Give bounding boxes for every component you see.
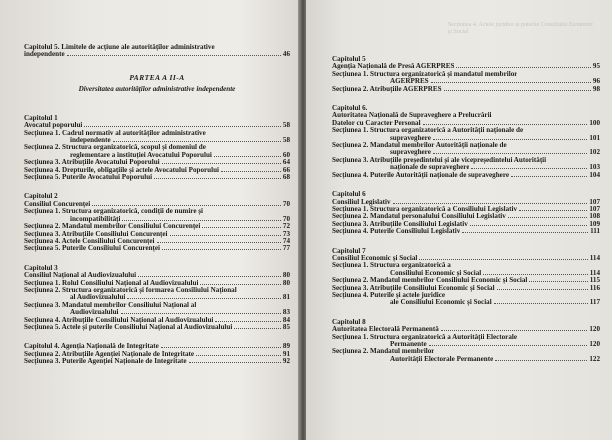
chapter-heading[interactable] [332,56,600,63]
entry-title: Secțiunea 2. Structura organizatorică, scopul și domeniul de [24,144,206,152]
toc-entry[interactable] [24,44,290,51]
leader-dots [214,156,281,157]
section-entry[interactable] [24,287,290,294]
entry-title: Audiovizualului [70,309,119,317]
section-entry[interactable] [24,144,290,151]
chapter-title[interactable] [332,199,600,206]
section-entry[interactable] [24,358,290,365]
entry-title: Secțiunea 1. Cadrul normativ al autorităților administrative [24,129,206,137]
entry-title: Secțiunea 1. Structura organizatorică a Consiliului Legislativ [332,205,518,213]
leader-dots [189,362,281,363]
section-entry[interactable] [332,135,600,142]
page-number: 58 [282,136,290,145]
leader-dots [215,321,281,322]
section-entry[interactable] [24,309,290,316]
section-entry[interactable] [332,206,600,213]
leader-dots [433,139,588,140]
entry-title: Consiliul Național al Audiovizualului [24,272,137,280]
section-entry[interactable] [24,324,290,331]
bleed-through-text: Secțiunea 4. Actele juridice și puterile Consiliului Economic și Social [448,22,594,35]
chapter-block [24,115,290,182]
section-entry[interactable] [24,280,290,287]
page-number: 77 [282,244,290,253]
entry-title: Secțiunea 5. Actele și puterile Consiliului Național al Audiovizualului [24,323,233,331]
leader-dots [419,259,587,260]
entry-title: Autoritatea Națională de Supraveghere a Prelucrării [332,112,492,120]
page-number: 107 [589,204,600,213]
section-entry[interactable] [24,159,290,166]
leader-dots [508,217,588,218]
section-entry[interactable] [332,228,600,235]
entry-title: Secțiunea 5. Puterile Consiliului Concurenței [24,245,161,253]
entry-title: Secțiunea 3. Mandatul membrilor Consiliului Național al [24,301,197,309]
entry-title: Consiliul Concurenței [24,200,91,208]
page-number: 98 [592,84,600,93]
entry-title: naționale de supraveghere [390,164,470,172]
leader-dots [84,126,281,127]
entry-title: Capitolul 7 [332,247,366,255]
section-entry[interactable] [332,86,600,93]
page-number: 116 [589,283,600,292]
page-number: 111 [590,227,600,236]
leader-dots [170,235,281,236]
entry-title: Secțiunea 4. Drepturile, obligațiile și actele Avocatului Poporului [24,166,220,174]
entry-title: Secțiunea 4. Puterile și actele juridice [332,291,446,299]
entry-title: Avocatul poporului [24,122,83,130]
page-number: 70 [282,214,290,223]
entry-title: Capitolul 3 [24,264,58,272]
entry-title: Capitolul 5. Limitele de acțiune ale autorităților administrative [24,44,215,51]
entry-title: Consiliului Economic și Social [390,269,482,277]
leader-dots [234,328,281,329]
entry-title: incompatibilități [70,215,121,223]
entry-title: Secțiunea 3. Atribuțiile Consiliului Economic și Social [332,284,495,292]
entry-title: Secțiunea 1. Structura organizatorică a Autorității naționale de [332,127,524,135]
chapter-title[interactable] [332,63,600,70]
page-number: 104 [589,170,600,179]
page-number: 103 [589,163,600,172]
entry-title: Secțiunea 4. Puterile Autorității naționale de supraveghere [332,171,509,179]
entry-title: ale Consiliului Economic și Social [390,299,492,307]
section-entry[interactable] [332,299,600,306]
entry-title: Capitolul 6. [332,105,368,113]
page-number: 80 [282,271,290,280]
leader-dots [429,345,588,346]
page-number: 115 [589,276,600,285]
entry-title: Secțiunea 1. Structura organizatorică a Autorității Electorale [332,333,517,341]
leader-dots [483,274,588,275]
entry-title: Secțiunea 5. Puterile Avocatului Poporului [24,174,153,182]
page-number: 114 [589,268,600,277]
entry-title: AGERPRES [390,78,429,86]
left-page [0,0,300,440]
entry-title: Secțiunea 4. Atribuțiile Consiliului Național al Audiovizualului [24,316,214,324]
entry-title: reglementare a instituției Avocatului Poporului [70,151,212,159]
entry-title: Secțiunea 2. Structura organizatorică și formarea Consiliului Național [24,286,237,294]
entry-title: Secțiunea 3. Atribuțiile Consiliului Legislativ [332,220,468,228]
entry-title: Secțiunea 1. Structura organizatorică, condiții de numire și [24,208,203,216]
leader-dots [121,313,281,314]
section-entry[interactable] [24,130,290,137]
page-number: 70 [282,199,290,208]
page-number: 120 [589,340,600,348]
chapter-block [24,265,290,332]
leader-dots [462,232,588,233]
page-number: 92 [282,357,290,366]
page-number: 89 [282,342,290,351]
entry-title: Secțiunea 2. Mandatul membrilor Consiliului Economic și Social [332,277,528,285]
entry-title: Datelor cu Caracter Personal [332,119,421,127]
entry-title: Secțiunea 4. Actele Consiliului Concurenței [24,237,155,245]
chapter-title[interactable] [332,255,600,262]
chapter-heading[interactable] [332,248,600,255]
section-entry[interactable] [332,164,600,171]
section-entry[interactable] [332,172,600,179]
entry-title: Secțiunea 3. Atribuțiile președintelui și ale vicepreședintelui Autorității [332,156,547,164]
leader-dots [202,227,281,228]
leader-dots [200,284,280,285]
toc-entry[interactable] [24,51,290,58]
chapter-heading[interactable] [24,265,290,272]
entry-title: Secțiunea 2. Mandatul membrilor Consiliului Concurenței [24,223,201,231]
entry-title: Capitolul 5 [332,56,366,63]
entry-title: Secțiunea 4. Puterile Consiliului Legislativ [332,228,461,236]
page-number: 73 [282,229,290,238]
page-number: 72 [282,222,290,231]
entry-title: Autorității Electorale Permanente [390,355,494,363]
section-entry[interactable] [24,223,290,230]
leader-dots [138,276,281,277]
page-number: 107 [589,197,600,206]
entry-title: Capitolul 4. Agenția Națională de Integritate [24,343,159,351]
page-number: 101 [589,133,600,142]
page-number: 91 [282,349,290,358]
page-number: 85 [282,322,290,331]
entry-title: Agenția Națională de Presă AGERPRES [332,63,455,71]
entry-title: Autoritatea Electorală Permanentă [332,326,439,334]
page-number: 109 [589,219,600,228]
entry-title: Secțiunea 2. Mandatul personalului Consiliului Legislativ [332,213,506,221]
section-entry[interactable] [332,149,600,156]
page-number: 117 [589,298,600,307]
page-number: 46 [282,50,290,59]
chapter-title[interactable] [24,122,290,129]
section-entry[interactable] [24,302,290,309]
section-entry[interactable] [332,221,600,228]
chapter-heading[interactable] [24,343,290,350]
section-entry[interactable] [24,238,290,245]
section-entry[interactable] [332,78,600,85]
section-entry[interactable] [24,167,290,174]
leader-dots [495,360,587,361]
chapter-heading[interactable] [24,193,290,200]
entry-title: Consiliul Economic și Social [332,254,418,262]
leader-dots [393,203,588,204]
chapter-heading[interactable] [332,191,600,198]
leader-dots [67,55,281,56]
section-entry[interactable] [332,71,600,78]
section-entry[interactable] [332,157,600,164]
chapter-block [24,193,290,252]
section-entry[interactable] [24,208,290,215]
section-entry[interactable] [332,292,600,299]
chapter-block [332,248,600,307]
entry-title: Secțiunea 2. Atribuțiile AGERPRES [332,85,442,93]
section-entry[interactable] [332,127,600,134]
page-number: 108 [589,212,600,221]
page-number: 66 [282,165,290,174]
part-subtitle: Diversitatea autorităților administrative independente [78,84,236,93]
chapter-block [332,191,600,235]
entry-title: Secțiunea 2. Atribuțiile Agenției Naționale de Integritate [24,350,195,358]
entry-title: Capitolul 6 [332,191,366,199]
leader-dots [162,249,281,250]
leader-dots [127,298,281,299]
section-entry[interactable] [332,348,600,355]
entry-title: Secțiunea 2. Mandatul membrilor Autorității naționale de [332,142,507,150]
entry-title: Secțiunea 2. Mandatul membrilor [332,348,435,356]
page-number: 64 [282,158,290,167]
section-entry[interactable] [332,277,600,284]
leader-dots [423,124,588,125]
section-entry[interactable] [24,174,290,181]
chapter-title[interactable] [24,272,290,279]
section-entry[interactable] [24,294,290,301]
leader-dots [444,90,591,91]
entry-title: Capitolul 8 [332,318,366,326]
section-entry[interactable] [24,317,290,324]
leader-dots [494,303,588,304]
chapter-title[interactable] [332,326,600,333]
leader-dots [157,242,281,243]
chapter-heading[interactable] [24,115,290,122]
page-number: 122 [589,354,600,363]
entry-title: Capitolul 2 [24,193,58,201]
section-entry[interactable] [24,245,290,252]
page-number: 84 [282,315,290,324]
section-entry[interactable] [332,285,600,292]
section-entry[interactable] [332,142,600,149]
right-page [306,0,612,440]
section-entry[interactable] [24,351,290,358]
leader-dots [221,171,281,172]
page-number: 60 [282,150,290,159]
chapter-title[interactable] [332,112,600,119]
leader-dots [431,82,591,83]
leader-dots [161,347,281,348]
section-entry[interactable] [24,231,290,238]
leader-dots [497,289,588,290]
section-entry[interactable] [332,356,600,363]
leader-dots [92,205,281,206]
section-entry[interactable] [332,270,600,277]
chapter-block [332,105,600,179]
page-number: 74 [282,236,290,245]
entry-title: Consiliul Legislativ [332,198,391,206]
chapter-heading[interactable] [332,105,600,112]
chapter-title[interactable] [332,120,600,127]
leader-dots [433,153,588,154]
leader-dots [511,176,587,177]
leader-dots [196,355,281,356]
section-entry[interactable] [332,334,600,341]
page-number: 95 [592,62,600,71]
part-title: PARTEA A II-A [129,72,185,82]
page-number: 68 [282,173,290,182]
section-entry[interactable] [332,213,600,220]
chapter-title[interactable] [24,201,290,208]
chapter-block [332,56,600,93]
entry-title: independente [70,137,111,145]
leader-dots [122,220,280,221]
page-number: 58 [282,121,290,130]
page-number: 114 [589,253,600,262]
section-entry[interactable] [24,137,290,144]
page-number: 100 [589,118,600,127]
entry-title: Secțiunea 3. Atribuțiile Avocatului Poporului [24,159,160,167]
entry-title: Permanente [390,341,427,348]
chapter-block [332,319,600,363]
leader-dots [154,178,281,179]
leader-dots [470,225,588,226]
entry-title: Secțiunea 1. Structura organizatorică a [332,262,451,270]
leader-dots [456,67,590,68]
chapter-heading[interactable] [332,319,600,326]
leader-dots [441,330,588,331]
entry-title: supraveghere [390,134,431,142]
page-number: 80 [282,278,290,287]
leader-dots [519,210,587,211]
entry-title: Secțiunea 1. Rolul Consiliului Național al Audiovizualului [24,279,199,287]
section-entry[interactable] [24,152,290,159]
entry-title: independente [24,51,65,59]
section-entry[interactable] [332,341,600,348]
leader-dots [162,163,281,164]
page-number: 81 [282,293,290,302]
page-number: 83 [282,308,290,317]
section-entry[interactable] [24,216,290,223]
page-number: 120 [589,325,600,334]
entry-title: Secțiunea 3. Puterile Agenției Naționale de Integritate [24,358,187,366]
leader-dots [529,281,587,282]
entry-title: Secțiunea 1. Structura organizatorică și mandatul membrilor [332,70,518,78]
page-number: 96 [592,77,600,86]
entry-title: Capitolul 1 [24,114,58,122]
entry-title: Secțiunea 3. Atribuțiile Consiliului Concurenței [24,230,168,238]
page-number: 102 [589,148,600,157]
leader-dots [471,168,587,169]
leader-dots [113,141,281,142]
entry-title: supraveghere [390,149,431,157]
entry-title: al Audiovizualului [70,294,126,302]
chapter-block [24,343,290,365]
section-entry[interactable] [332,262,600,269]
